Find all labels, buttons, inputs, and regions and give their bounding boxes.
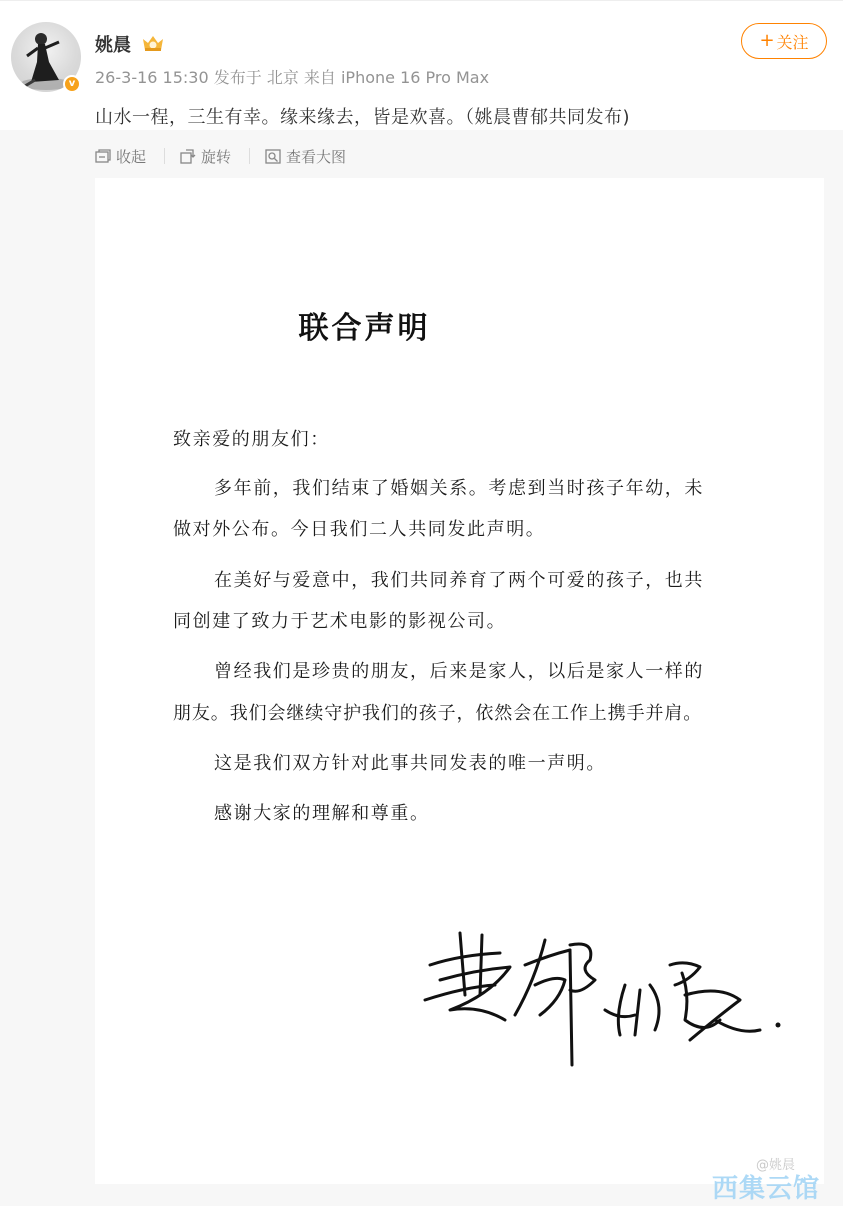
toolbar-divider bbox=[164, 148, 165, 164]
view-large-label: 查看大图 bbox=[286, 148, 347, 166]
collapse-label: 收起 bbox=[116, 148, 147, 166]
document-line: 感谢大家的理解和尊重。 bbox=[214, 803, 430, 824]
username[interactable]: 姚晨 bbox=[95, 35, 131, 56]
view-large-button[interactable] bbox=[265, 146, 346, 167]
rotate-label: 旋转 bbox=[201, 148, 232, 166]
follow-label: 关注 bbox=[776, 32, 809, 52]
toolbar-divider bbox=[249, 148, 250, 164]
document-line: 朋友。我们会继续守护我们的孩子，依然会在工作上携手并肩。 bbox=[173, 703, 703, 724]
plus-icon: + bbox=[759, 30, 775, 51]
document-greeting: 致亲爱的朋友们： bbox=[173, 429, 330, 450]
document-title: 联合声明 bbox=[298, 311, 431, 346]
document-line: 做对外公布。今日我们二人共同发此声明。 bbox=[173, 519, 546, 540]
collapse-button[interactable] bbox=[95, 146, 146, 167]
post-text: 山水一程，三生有幸。缘来缘去，皆是欢喜。（姚晨曹郁共同发布) bbox=[95, 107, 631, 128]
handwritten-signature bbox=[420, 925, 790, 1075]
crown-level-icon bbox=[141, 33, 165, 53]
document-line: 这是我们双方针对此事共同发表的唯一声明。 bbox=[214, 753, 606, 774]
verified-badge-icon: v bbox=[63, 75, 81, 93]
post-meta: 26-3-16 15:30 发布于 北京 来自 iPhone 16 Pro Max bbox=[95, 68, 490, 87]
document-line: 在美好与爱意中，我们共同养育了两个可爱的孩子，也共 bbox=[214, 570, 704, 591]
view-large-icon bbox=[265, 149, 281, 164]
document-line: 曾经我们是珍贵的朋友，后来是家人，以后是家人一样的 bbox=[214, 661, 704, 682]
collapse-icon bbox=[95, 149, 111, 164]
document-line: 同创建了致力于艺术电影的影视公司。 bbox=[173, 611, 507, 632]
rotate-button[interactable] bbox=[180, 146, 231, 167]
document-line: 多年前，我们结束了婚姻关系。考虑到当时孩子年幼，未 bbox=[214, 478, 704, 499]
top-divider bbox=[0, 0, 843, 1]
follow-button[interactable] bbox=[741, 23, 827, 59]
weibo-watermark: @姚晨 bbox=[756, 1158, 796, 1173]
brand-watermark: 西集云馆 bbox=[712, 1174, 821, 1204]
rotate-icon bbox=[180, 149, 196, 164]
